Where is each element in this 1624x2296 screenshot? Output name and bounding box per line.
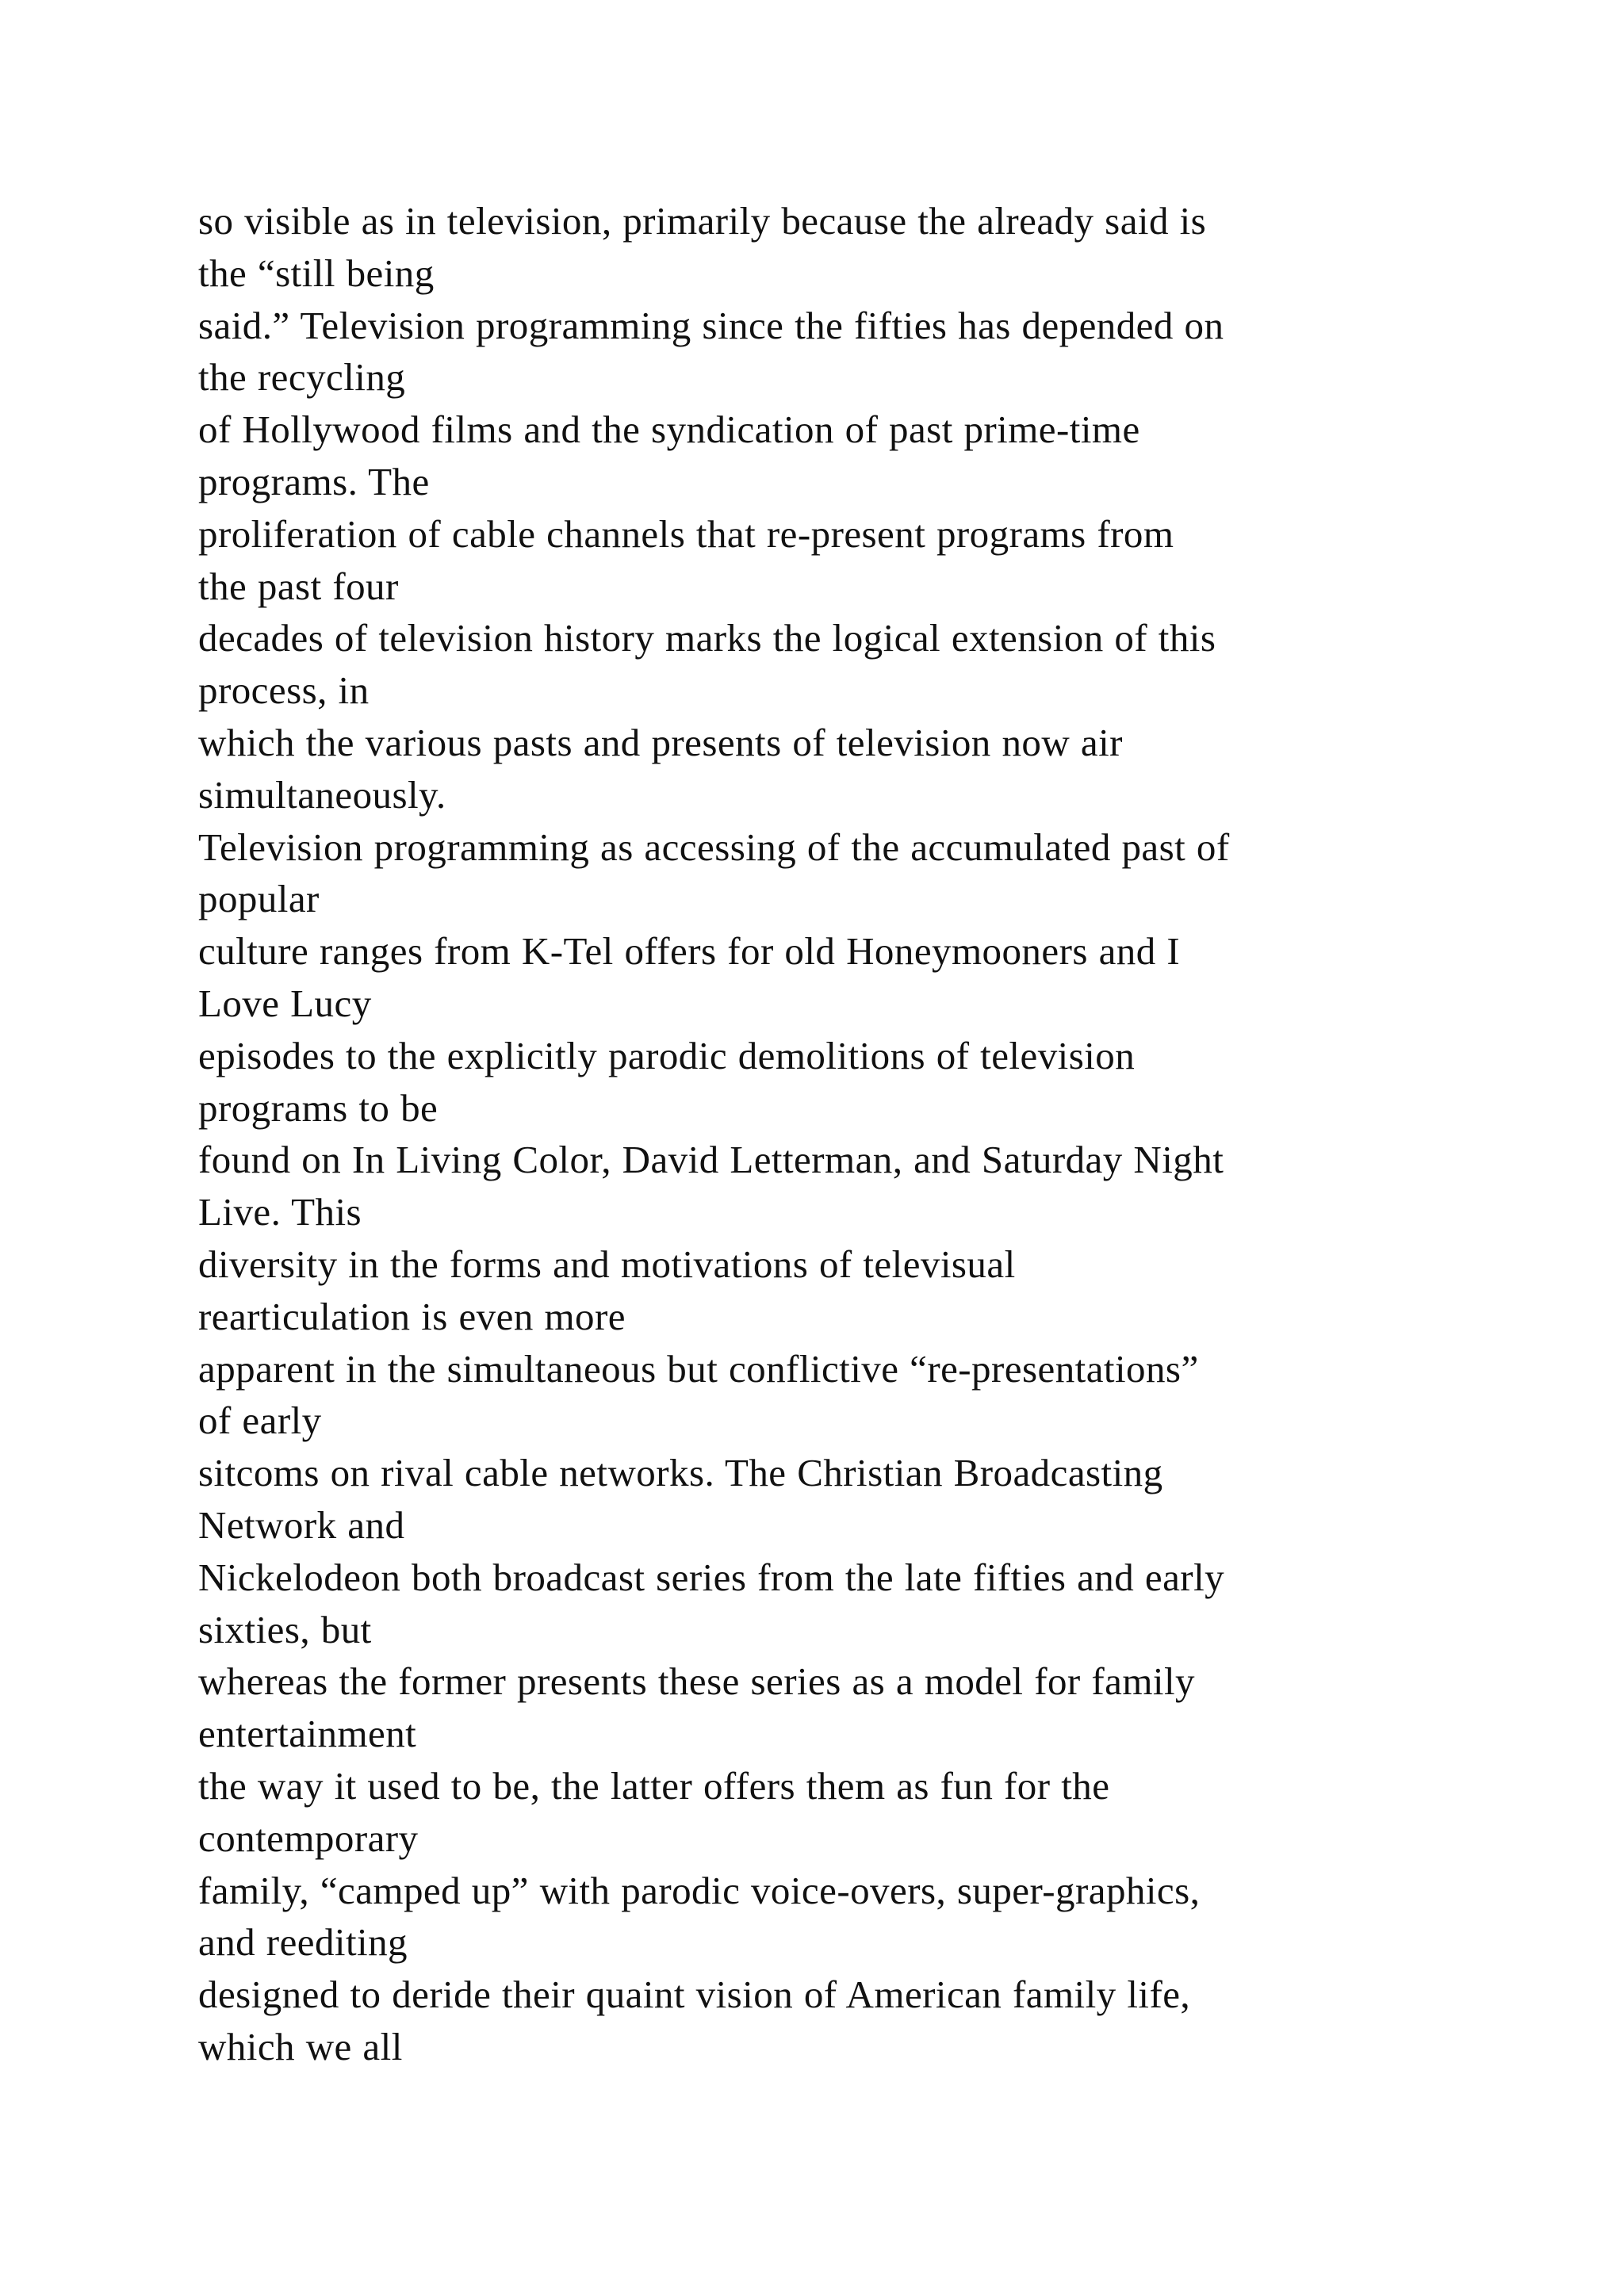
- text-line: the “still being: [198, 251, 435, 295]
- text-line: designed to deride their quaint vision of American family life,: [198, 1973, 1191, 2017]
- text-line: found on In Living Color, David Letterman, and Saturday Night: [198, 1138, 1224, 1182]
- text-line: family, “camped up” with parodic voice-overs, super-graphics,: [198, 1868, 1201, 1912]
- text-line: Nickelodeon both broadcast series from the late fifties and early: [198, 1555, 1225, 1599]
- text-line: process, in: [198, 668, 370, 713]
- text-line: said.” Television programming since the fifties has depended on: [198, 303, 1224, 347]
- text-line: proliferation of cable channels that re-present programs from: [198, 511, 1174, 556]
- text-line: Live. This: [198, 1190, 362, 1234]
- text-line: Love Lucy: [198, 981, 372, 1025]
- text-line: so visible as in television, primarily because the already said is: [198, 199, 1207, 243]
- text-line: Network and: [198, 1502, 405, 1547]
- text-line: popular: [198, 877, 320, 921]
- text-line: which the various pasts and presents of television now air: [198, 720, 1123, 764]
- text-line: of Hollywood films and the syndication of past prime-time: [198, 408, 1140, 452]
- text-line: simultaneously.: [198, 772, 446, 817]
- text-line: sixties, but: [198, 1607, 372, 1651]
- text-line: programs to be: [198, 1085, 439, 1130]
- text-line: whereas the former presents these series as a model for family: [198, 1659, 1195, 1704]
- text-line: the recycling: [198, 355, 406, 400]
- text-line: contemporary: [198, 1816, 419, 1860]
- text-line: and reediting: [198, 1920, 408, 1965]
- body-text: [198, 195, 1546, 2073]
- text-line: the past four: [198, 564, 399, 608]
- text-line: Television programming as accessing of the accumulated past of: [198, 825, 1230, 869]
- text-line: episodes to the explicitly parodic demolitions of television: [198, 1033, 1136, 1077]
- text-line: culture ranges from K-Tel offers for old Honeymooners and I: [198, 929, 1181, 974]
- text-line: rearticulation is even more: [198, 1294, 626, 1338]
- text-line: which we all: [198, 2024, 403, 2068]
- text-line: apparent in the simultaneous but conflictive “re-presentations”: [198, 1346, 1199, 1391]
- text-line: programs. The: [198, 459, 430, 503]
- text-line: entertainment: [198, 1712, 417, 1756]
- text-line: sitcoms on rival cable networks. The Christian Broadcasting: [198, 1451, 1163, 1495]
- text-line: of early: [198, 1399, 322, 1443]
- text-line: diversity in the forms and motivations of televisual: [198, 1242, 1016, 1286]
- text-line: decades of television history marks the logical extension of this: [198, 616, 1216, 660]
- text-line: the way it used to be, the latter offers them as fun for the: [198, 1763, 1110, 1808]
